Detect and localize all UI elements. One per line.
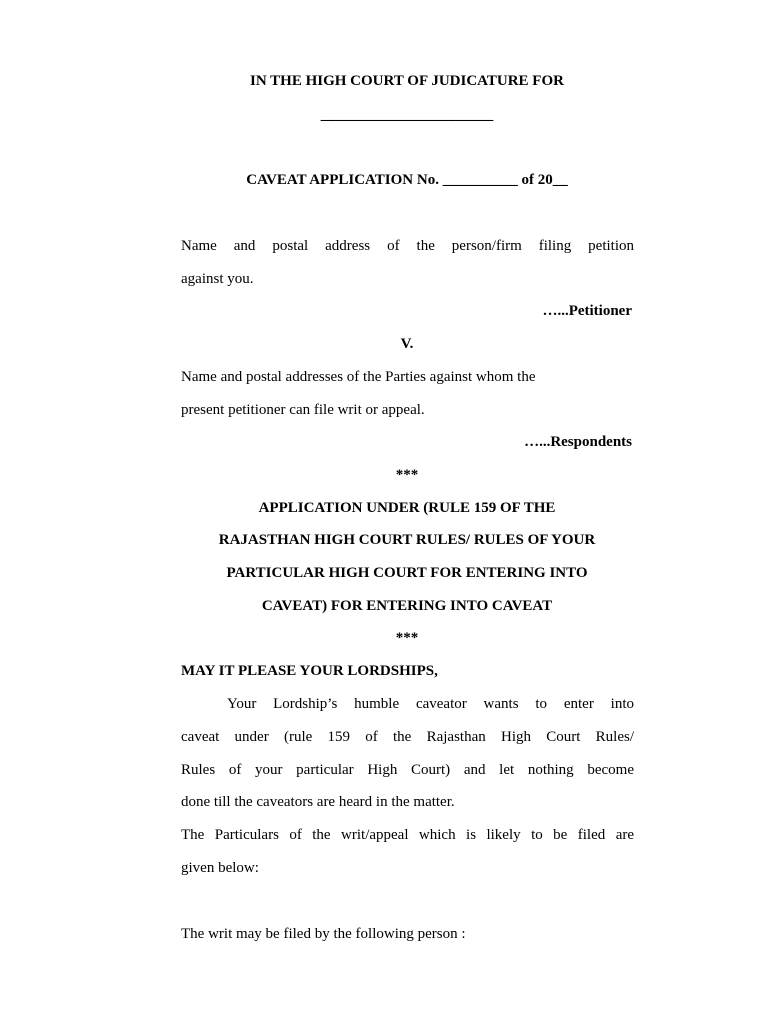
application-heading-line-2: RAJASTHAN HIGH COURT RULES/ RULES OF YOUR [218, 532, 596, 548]
petitioner-description-line-1: Name and postal address of the person/firm filing petition [181, 238, 634, 254]
separator-stars: *** [395, 630, 419, 646]
respondent-description-line-2: present petitioner can file writ or appeal. [181, 402, 425, 418]
body-line-2: caveat under (rule 159 of the Rajasthan High Court Rules/ [181, 729, 634, 745]
petitioner-label: …...Petitioner [542, 303, 632, 319]
court-name-blank: _______________________ [320, 107, 494, 123]
respondent-description-line-1: Name and postal addresses of the Parties against whom the [181, 369, 536, 385]
body-line-4: done till the caveators are heard in the matter. [181, 794, 455, 810]
particulars-line-1: The Particulars of the writ/appeal which is likely to be filed are [181, 827, 634, 843]
court-heading: IN THE HIGH COURT OF JUDICATURE FOR [250, 73, 564, 89]
caveat-title: CAVEAT APPLICATION No. __________ of 20__ [246, 172, 568, 188]
petitioner-description-line-2: against you. [181, 271, 254, 287]
body-line-1: Your Lordship’s humble caveator wants to enter into [227, 696, 634, 712]
application-heading-line-3: PARTICULAR HIGH COURT FOR ENTERING INTO [226, 565, 588, 581]
writ-filer-line: The writ may be filed by the following person : [181, 926, 466, 942]
separator-stars: *** [395, 467, 419, 483]
application-heading-line-1: APPLICATION UNDER (RULE 159 OF THE [258, 500, 556, 516]
respondents-label: …...Respondents [524, 434, 632, 450]
body-line-3: Rules of your particular High Court) and let nothing become [181, 762, 634, 778]
versus-label: V. [400, 336, 414, 352]
particulars-line-2: given below: [181, 860, 259, 876]
salutation: MAY IT PLEASE YOUR LORDSHIPS, [181, 663, 438, 679]
application-heading-line-4: CAVEAT) FOR ENTERING INTO CAVEAT [261, 598, 553, 614]
